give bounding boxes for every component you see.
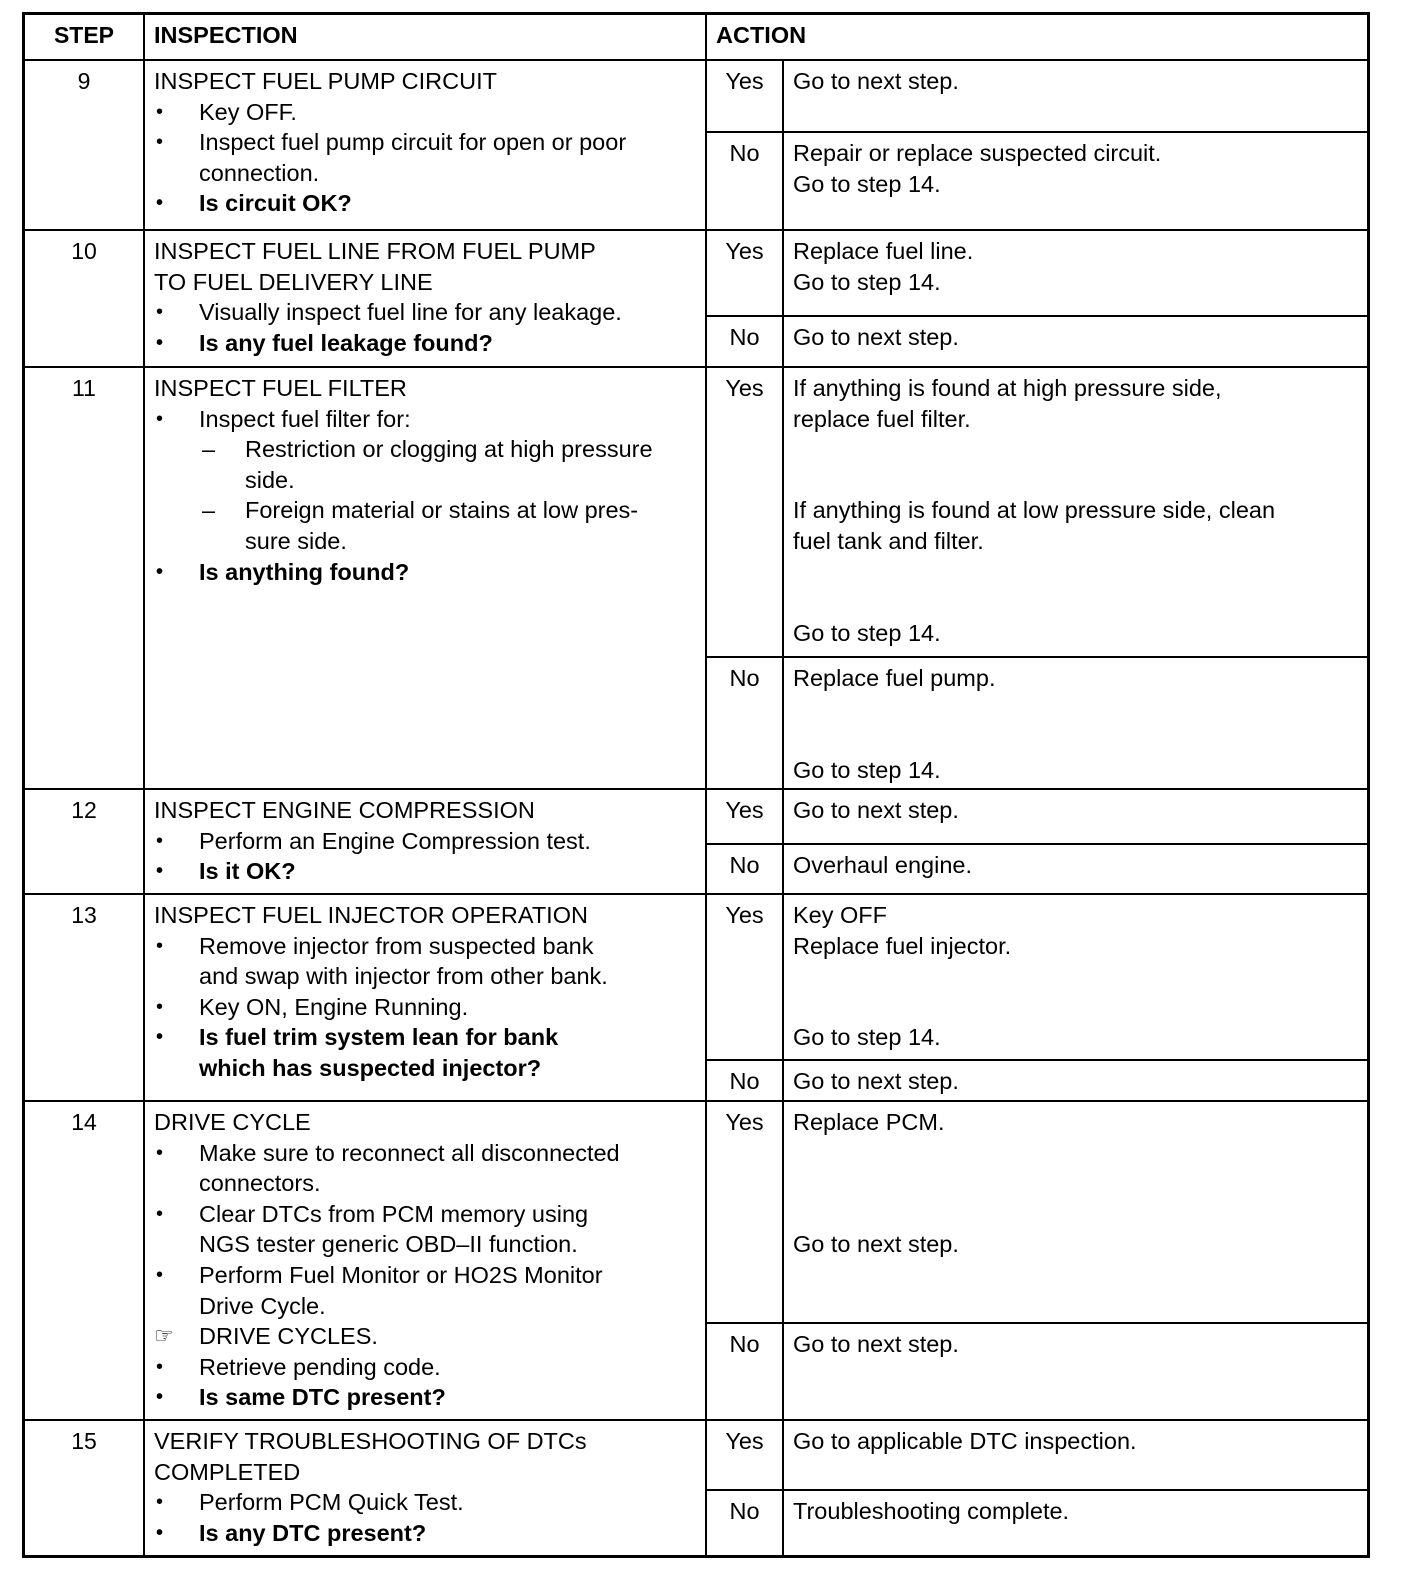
inspection-cell	[143, 61, 705, 229]
answer-label: Yes	[725, 902, 764, 928]
action-line: Go to step 14.	[793, 619, 941, 646]
action-line	[793, 961, 1367, 992]
answer-label: No	[729, 665, 760, 691]
inspection-item	[154, 465, 705, 496]
troubleshooting-table	[22, 12, 1370, 1558]
step-row-13	[25, 893, 1367, 1100]
answer-no	[707, 131, 1367, 229]
header-step: STEP	[53, 22, 115, 48]
action-text	[782, 1324, 1367, 1419]
inspection-cell	[143, 368, 705, 788]
step-row-15	[25, 1419, 1367, 1555]
inspection-cell	[143, 895, 705, 1100]
dash-icon: –	[202, 497, 216, 524]
inspection-text: Key OFF.	[199, 98, 297, 125]
inspection-item	[154, 188, 705, 219]
inspection-text: INSPECT FUEL INJECTOR OPERATION	[154, 902, 588, 928]
inspection-title	[154, 267, 705, 298]
inspection-item	[154, 97, 705, 128]
action-line: Go to step 14.	[793, 1024, 941, 1051]
answer-label: Yes	[725, 238, 764, 264]
bullet-icon: •	[156, 1263, 164, 1286]
inspection-item	[154, 1053, 705, 1084]
inspection-text: DRIVE CYCLE	[154, 1109, 311, 1135]
answer-no	[707, 1322, 1367, 1419]
action-line: If anything is found at low pressure side, clean	[793, 497, 1276, 524]
action-line: Replace fuel line.	[793, 238, 974, 264]
inspection-item	[154, 992, 705, 1023]
step-number: 13	[71, 902, 97, 928]
action-line: Go to next step.	[793, 68, 959, 94]
bullet-icon: •	[156, 829, 164, 852]
inspection-cell	[143, 1421, 705, 1555]
action-line: Replace PCM.	[793, 1109, 945, 1135]
inspection-text: connectors.	[199, 1170, 321, 1197]
bullet-icon: •	[156, 1521, 164, 1544]
bullet-icon: •	[156, 1491, 164, 1514]
answer-yes	[707, 368, 1367, 656]
answers-cell	[705, 368, 1367, 788]
action-line	[793, 1199, 1367, 1230]
inspection-text: Inspect fuel pump circuit for open or poor	[199, 129, 627, 156]
answer-label: No	[729, 1068, 760, 1094]
answers-cell	[705, 61, 1367, 229]
inspection-text: Remove injector from suspected bank	[199, 932, 594, 959]
action-text	[782, 61, 1367, 131]
action-line: Go to step 14.	[793, 268, 941, 295]
action-line	[793, 587, 1367, 618]
inspection-item	[154, 931, 705, 962]
action-line: Troubleshooting complete.	[793, 1498, 1070, 1524]
bullet-icon: •	[156, 192, 164, 215]
inspection-item	[154, 1321, 705, 1352]
inspection-item	[154, 526, 705, 557]
inspection-item	[154, 1487, 705, 1518]
inspection-text: INSPECT ENGINE COMPRESSION	[154, 797, 535, 823]
action-line: Go to step 14.	[793, 170, 941, 197]
step-row-12	[25, 788, 1367, 893]
bullet-icon: •	[156, 860, 164, 883]
inspection-text: Is any fuel leakage found?	[199, 329, 493, 356]
step-number: 15	[71, 1428, 97, 1454]
bullet-icon: •	[156, 560, 164, 583]
answer-yes	[707, 61, 1367, 131]
answer-label: No	[729, 1498, 760, 1524]
answers-cell	[705, 790, 1367, 893]
action-text	[782, 317, 1367, 366]
step-row-9	[25, 59, 1367, 229]
action-line	[793, 992, 1367, 1023]
inspection-item	[154, 961, 705, 992]
inspection-title	[154, 236, 705, 267]
bullet-icon: •	[156, 1386, 164, 1409]
bullet-icon: •	[156, 100, 164, 123]
step-number: 9	[77, 68, 91, 94]
bullet-icon: •	[156, 301, 164, 324]
inspection-item	[154, 495, 705, 526]
action-line	[793, 465, 1367, 496]
inspection-text: Restriction or clogging at high pressure	[245, 436, 653, 463]
inspection-text: Is circuit OK?	[199, 190, 352, 217]
inspection-item	[154, 1199, 705, 1230]
inspection-text: TO FUEL DELIVERY LINE	[154, 268, 433, 295]
inspection-text: which has suspected injector?	[199, 1054, 542, 1081]
answer-label: No	[729, 324, 760, 350]
inspection-text: Key ON, Engine Running.	[199, 993, 469, 1020]
answer-label: Yes	[725, 1428, 764, 1454]
inspection-item	[154, 1168, 705, 1199]
action-line: If anything is found at high pressure side,	[793, 375, 1222, 401]
inspection-item	[154, 1518, 705, 1549]
answer-no	[707, 1489, 1367, 1555]
answer-yes	[707, 895, 1367, 1059]
action-text	[782, 658, 1367, 788]
action-line: Go to next step.	[793, 797, 959, 823]
inspection-text: Visually inspect fuel line for any leakage.	[199, 299, 622, 326]
inspection-text: connection.	[199, 159, 320, 186]
inspection-text: Is fuel trim system lean for bank	[199, 1024, 559, 1051]
action-line	[793, 694, 1367, 725]
step-number: 14	[71, 1109, 97, 1135]
inspection-item	[154, 1291, 705, 1322]
answer-no	[707, 1059, 1367, 1100]
action-line: fuel tank and filter.	[793, 527, 984, 554]
action-line	[793, 1138, 1367, 1169]
inspection-item	[154, 826, 705, 857]
inspection-text: Is it OK?	[199, 858, 296, 885]
answers-cell	[705, 895, 1367, 1100]
bullet-icon: •	[156, 1026, 164, 1049]
action-line	[793, 434, 1367, 465]
action-text	[782, 845, 1367, 893]
inspection-item	[154, 297, 705, 328]
answers-cell	[705, 1421, 1367, 1555]
inspection-text: Inspect fuel filter for:	[199, 405, 411, 432]
inspection-title	[154, 1457, 705, 1488]
bullet-icon: •	[156, 407, 164, 430]
inspection-item	[154, 1352, 705, 1383]
action-line	[793, 1168, 1367, 1199]
inspection-text: Make sure to reconnect all disconnected	[199, 1139, 620, 1166]
action-text	[782, 1102, 1367, 1322]
action-line: Replace fuel injector.	[793, 932, 1012, 959]
inspection-item	[154, 557, 705, 588]
inspection-text: Is anything found?	[199, 558, 410, 585]
bullet-icon: •	[156, 331, 164, 354]
bullet-icon: •	[156, 1355, 164, 1378]
inspection-text: Perform PCM Quick Test.	[199, 1489, 464, 1516]
action-line: Go to next step.	[793, 1331, 959, 1357]
inspection-title	[154, 900, 705, 931]
inspection-item	[154, 1382, 705, 1413]
answer-label: Yes	[725, 375, 764, 401]
bullet-icon: •	[156, 1141, 164, 1164]
action-line: Key OFF	[793, 902, 888, 928]
inspection-item	[154, 404, 705, 435]
answer-no	[707, 843, 1367, 893]
inspection-title	[154, 66, 705, 97]
action-text	[782, 133, 1367, 229]
answer-label: Yes	[725, 797, 764, 823]
bullet-icon: •	[156, 934, 164, 957]
inspection-item	[154, 1022, 705, 1053]
inspection-cell	[143, 231, 705, 366]
answer-yes	[707, 1102, 1367, 1322]
inspection-text: sure side.	[245, 527, 347, 554]
answer-label: No	[729, 1331, 760, 1357]
action-text	[782, 231, 1367, 315]
step-number: 11	[72, 375, 96, 401]
inspection-text: Is same DTC present?	[199, 1384, 446, 1411]
step-row-11	[25, 366, 1367, 788]
header-inspection: INSPECTION	[143, 15, 705, 59]
inspection-text: Is any DTC present?	[199, 1519, 427, 1546]
inspection-item	[154, 328, 705, 359]
inspection-text: DRIVE CYCLES.	[199, 1323, 378, 1350]
answer-no	[707, 656, 1367, 788]
inspection-title	[154, 795, 705, 826]
answer-label: Yes	[725, 68, 764, 94]
inspection-text: Drive Cycle.	[199, 1292, 326, 1319]
action-text	[782, 895, 1367, 1059]
step-number: 10	[71, 238, 97, 264]
inspection-text: and swap with injector from other bank.	[199, 963, 608, 990]
action-line: Go to step 14.	[793, 756, 941, 783]
inspection-text: Foreign material or stains at low pres-	[245, 497, 639, 524]
bullet-icon: •	[156, 1202, 164, 1225]
dash-icon: –	[202, 436, 216, 463]
inspection-text: Retrieve pending code.	[199, 1353, 441, 1380]
action-line: Go to next step.	[793, 324, 959, 350]
action-text	[782, 1061, 1367, 1100]
inspection-text: COMPLETED	[154, 1458, 301, 1485]
answer-label: No	[729, 140, 760, 166]
header-action: ACTION	[705, 15, 1367, 59]
inspection-text: NGS tester generic OBD–II function.	[199, 1231, 578, 1258]
inspection-item	[154, 434, 705, 465]
answer-yes	[707, 790, 1367, 843]
inspection-title	[154, 1107, 705, 1138]
inspection-cell	[143, 790, 705, 893]
action-line: Go to next step.	[793, 1068, 959, 1094]
answers-cell	[705, 1102, 1367, 1419]
inspection-cell	[143, 1102, 705, 1419]
inspection-text: side.	[245, 466, 295, 493]
inspection-item	[154, 1229, 705, 1260]
inspection-text: Perform Fuel Monitor or HO2S Monitor	[199, 1261, 603, 1288]
bullet-icon: •	[156, 995, 164, 1018]
action-text	[782, 368, 1367, 656]
inspection-text: INSPECT FUEL FILTER	[154, 375, 407, 401]
bullet-icon: •	[156, 131, 164, 154]
inspection-text: VERIFY TROUBLESHOOTING OF DTCs	[154, 1428, 587, 1454]
step-row-10	[25, 229, 1367, 366]
action-line: Overhaul engine.	[793, 852, 972, 878]
action-line	[793, 557, 1367, 588]
action-line: replace fuel filter.	[793, 405, 971, 432]
header-row	[25, 15, 1367, 59]
step-row-14	[25, 1100, 1367, 1419]
inspection-title	[154, 373, 705, 404]
action-line: Go to applicable DTC inspection.	[793, 1428, 1137, 1454]
inspection-item	[154, 1260, 705, 1291]
answer-yes	[707, 1421, 1367, 1489]
inspection-item	[154, 127, 705, 158]
inspection-text: Perform an Engine Compression test.	[199, 827, 591, 854]
inspection-item	[154, 158, 705, 189]
answer-yes	[707, 231, 1367, 315]
action-line	[793, 724, 1367, 755]
action-text	[782, 1491, 1367, 1555]
answers-cell	[705, 231, 1367, 366]
inspection-text: INSPECT FUEL LINE FROM FUEL PUMP	[154, 238, 596, 264]
inspection-item	[154, 856, 705, 887]
answer-no	[707, 315, 1367, 366]
pointing-hand-icon: ☞	[154, 1323, 174, 1349]
action-line: Replace fuel pump.	[793, 665, 996, 691]
action-text	[782, 790, 1367, 843]
inspection-item	[154, 1138, 705, 1169]
action-line: Go to next step.	[793, 1231, 959, 1258]
inspection-title	[154, 1426, 705, 1457]
inspection-text: INSPECT FUEL PUMP CIRCUIT	[154, 68, 497, 94]
answer-label: Yes	[725, 1109, 764, 1135]
step-number: 12	[71, 797, 97, 823]
action-text	[782, 1421, 1367, 1489]
inspection-text: Clear DTCs from PCM memory using	[199, 1200, 589, 1227]
action-line: Repair or replace suspected circuit.	[793, 140, 1162, 166]
answer-label: No	[729, 852, 760, 878]
